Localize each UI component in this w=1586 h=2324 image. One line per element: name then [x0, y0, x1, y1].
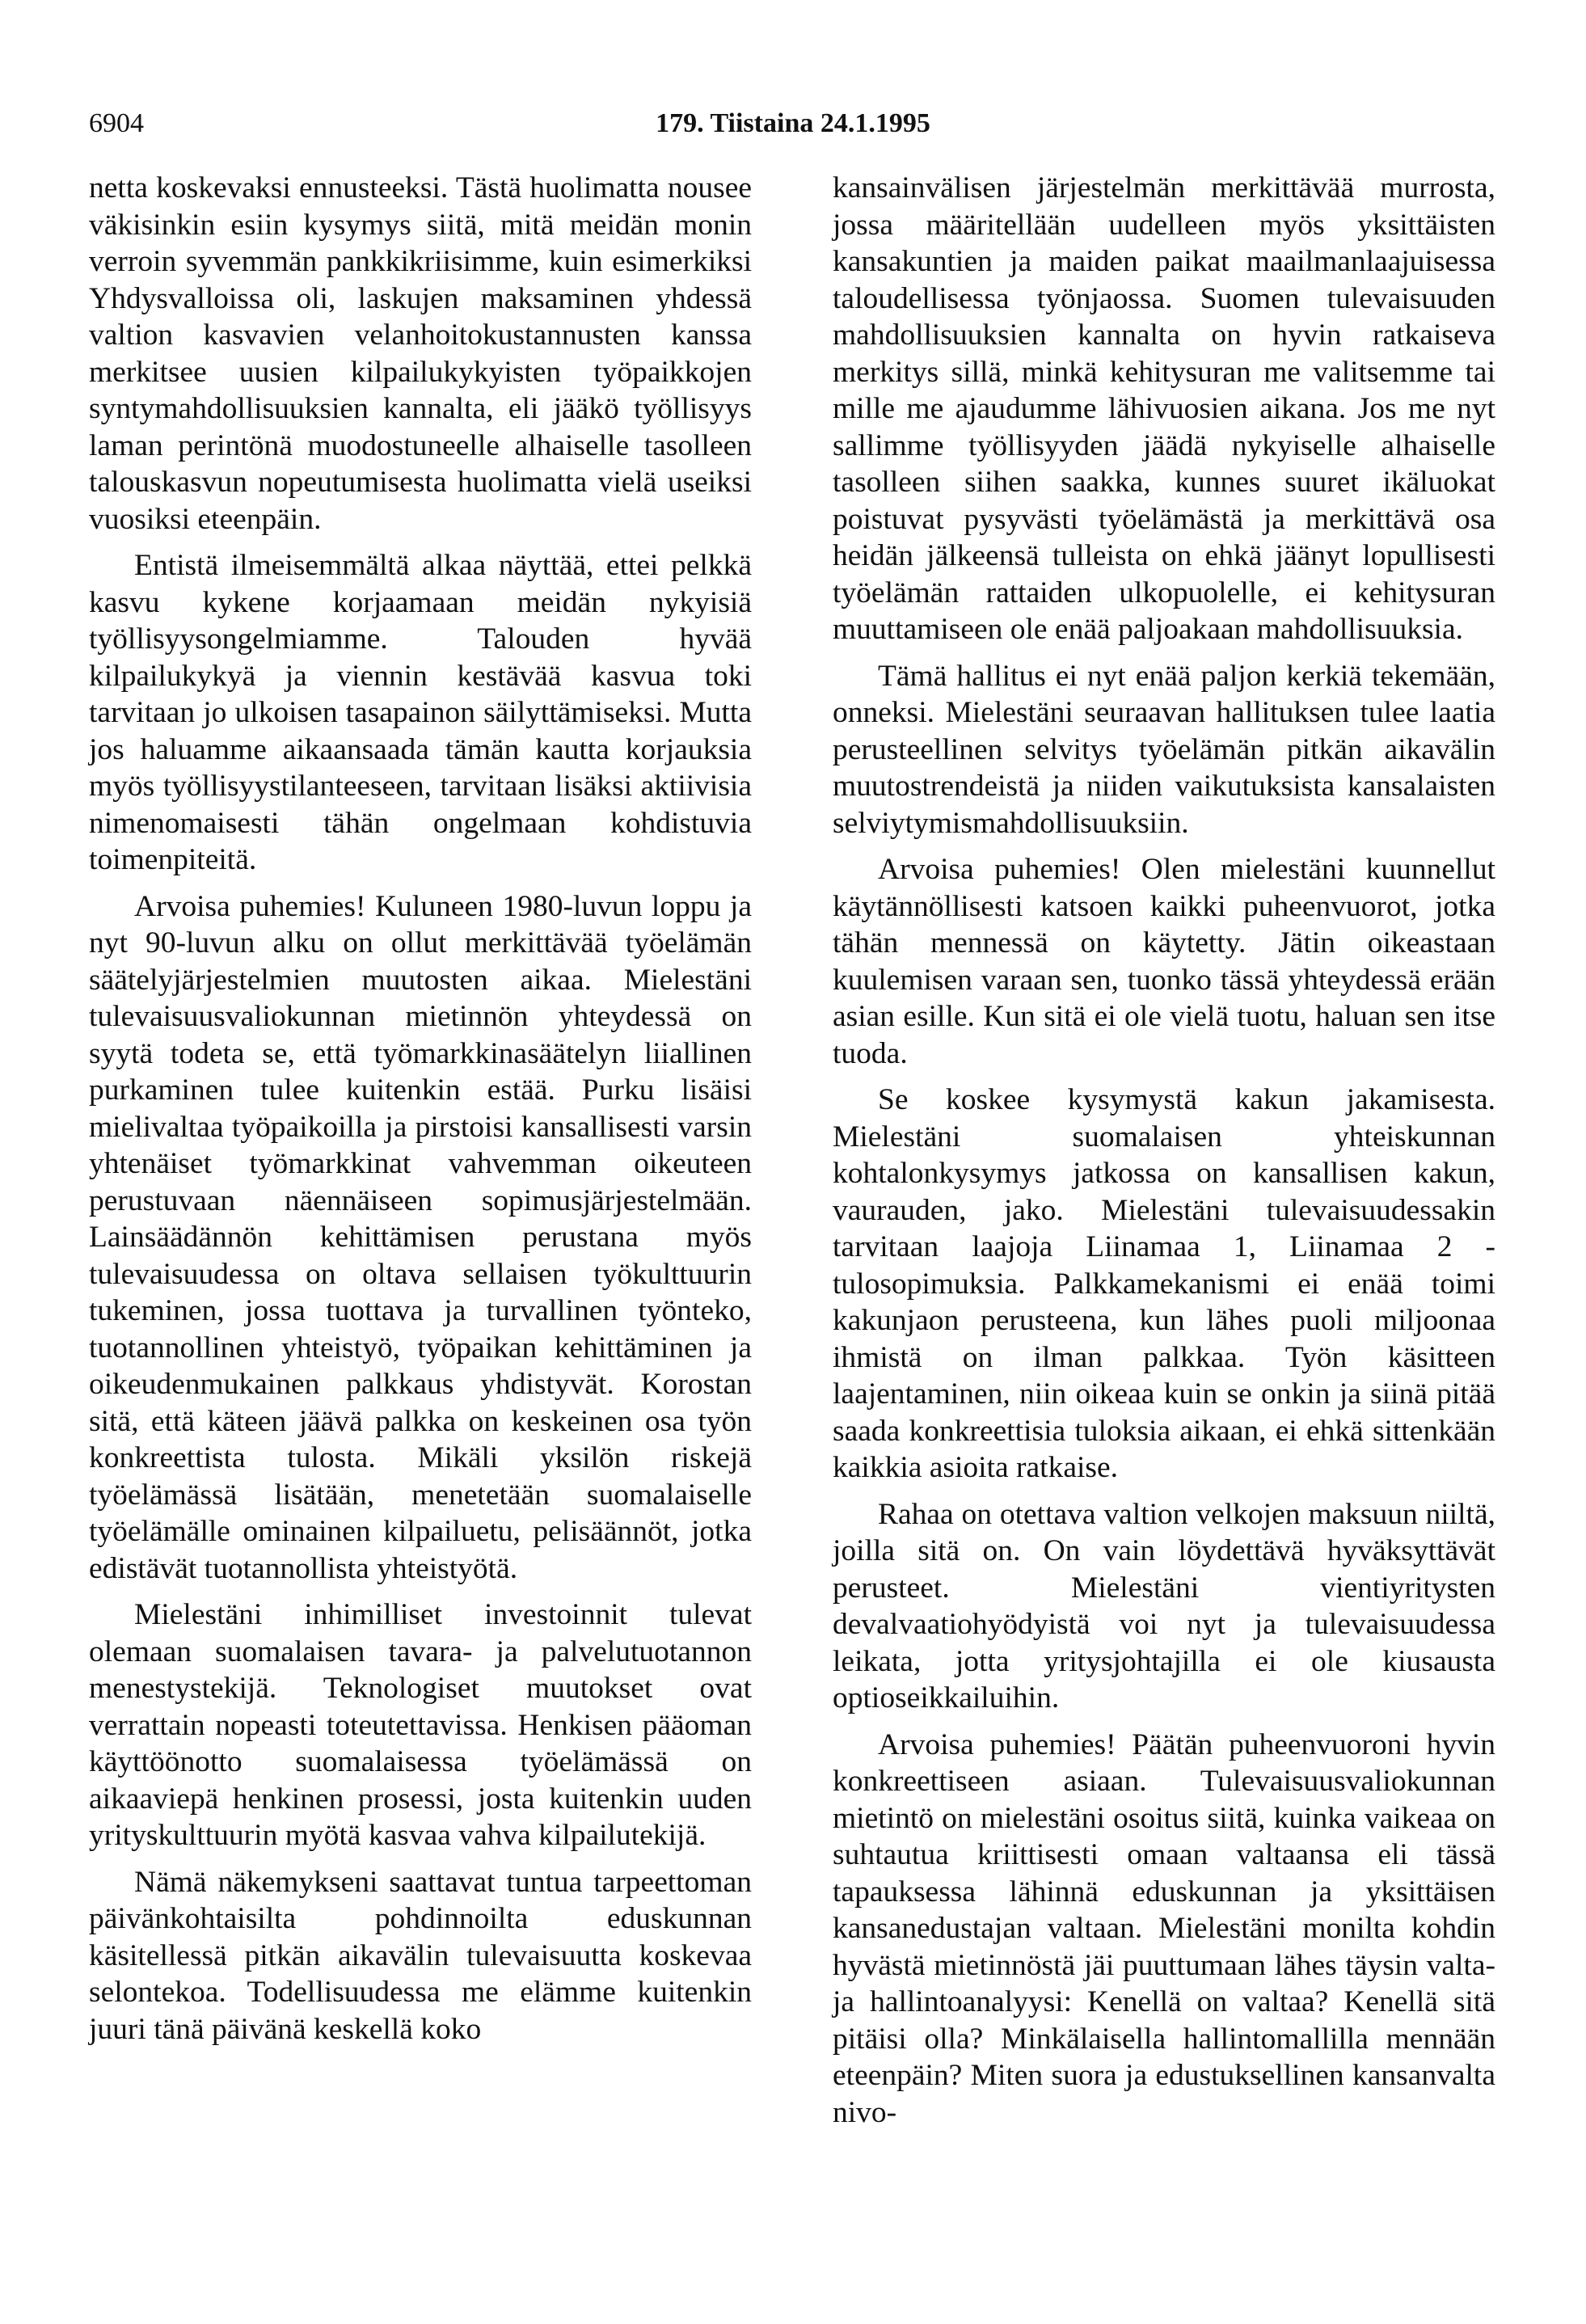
paragraph: Arvoisa puhemies! Olen mielestäni kuunnellut käytännöllisesti katsoen kaikki puheenvuorot, jotka tähän mennessä on käytetty. Jätin oikeastaan kuulemisen varaan sen, tuonko tässä yhteydessä erään asian esille. Kun sitä ei ole vielä tuotu, haluan sen itse tuoda. — [833, 853, 1495, 1070]
paragraph: netta koskevaksi ennusteeksi. Tästä huolimatta nousee väkisinkin esiin kysymys siitä, mitä meidän monin verroin syvemmän pankkikriisimme, kuin esimerkiksi Yhdysvalloissa oli, laskujen maksaminen yhdessä valtion kasvavien velanhoitokustannusten kanssa merkitsee uusien kilpailukykyisten työpaikkojen syntymahdollisuuksien kannalta, eli jääkö työllisyys laman perintönä muodostuneelle alhaiselle tasolleen talouskasvun nopeutumisesta huolimatta vielä useiksi vuosiksi eteenpäin. — [89, 171, 752, 536]
running-title: 179. Tiistaina 24.1.1995 — [656, 108, 930, 138]
page-number: 6904 — [89, 108, 144, 138]
paragraph: Arvoisa puhemies! Päätän puheenvuoroni hyvin konkreettiseen asiaan. Tulevaisuusvaliokunnan mietintö on mielestäni osoitus siitä, kuinka vaikeaa on suhtautua kriittisesti omaan valtaansa eli tässä tapauksessa lähinnä eduskunnan ja yksittäisen kansanedustajan valtaan. Mielestäni monilta kohdin hyvästä mietinnöstä jäi puuttumaan lähes täysin valta- ja hallintoanalyysi: Kenellä on valtaa? Kenellä sitä pitäisi olla? Minkälaisella hallintomallilla mennään eteenpäin? Miten suora ja edustuksellinen kansanvalta nivo- — [833, 1727, 1495, 2129]
page-header — [89, 103, 1497, 144]
left-column — [89, 170, 752, 2057]
paragraph: Mielestäni inhimilliset investoinnit tulevat olemaan suomalaisen tavara- ja palvelutuotannon menestystekijä. Teknologiset muutokset ovat verrattain nopeasti toteutettavissa. Henkisen pääoman käyttöönotto suomalaisessa työelämässä on aikaaviepä henkinen prosessi, josta kuitenkin uuden yrityskulttuurin myötä kasvaa vahva kilpailutekijä. — [89, 1598, 752, 1852]
paragraph: Entistä ilmeisemmältä alkaa näyttää, ettei pelkkä kasvu kykene korjaamaan meidän nykyisiä työllisyysongelmiamme. Talouden hyvää kilpailukykyä ja viennin kestävää kasvua toki tarvitaan jo ulkoisen tasapainon säilyttämiseksi. Mutta jos haluamme aikaansaada tämän kautta korjauksia myös työllisyystilanteeseen, tarvitaan lisäksi aktiivisia nimenomaisesti tähän ongelmaan kohdistuvia toimenpiteitä. — [89, 549, 752, 876]
paragraph: kansainvälisen järjestelmän merkittävää murrosta, jossa määritellään uudelleen myös yksittäisten kansakuntien ja maiden paikat maailmanlaajuisessa taloudellisessa työnjaossa. Suomen tulevaisuuden mahdollisuuksien kannalta on hyvin ratkaiseva merkitys sillä, minkä kehitysuran me valitsemme tai mille me ajaudumme lähivuosien aikana. Jos me nyt sallimme työllisyyden jäädä nykyiselle alhaiselle tasolleen siihen saakka, kunnes suuret ikäluokat poistuvat pysyvästi työelämästä ja merkittävä osa heidän jälkeensä tulleista on ehkä jäänyt lopullisesti työelämän rattaiden ulkopuolelle, ei kehitysuran muuttamiseen ole enää paljoakaan mahdollisuuksia. — [833, 171, 1495, 646]
paragraph: Nämä näkemykseni saattavat tuntua tarpeettoman päivänkohtaisilta pohdinnoilta eduskunnan käsitellessä pitkän aikavälin tulevaisuutta koskevaa selontekoa. Todellisuudessa me elämme kuitenkin juuri tänä päivänä keskellä koko — [89, 1865, 752, 2046]
paragraph: Rahaa on otettava valtion velkojen maksuun niiltä, joilla sitä on. On vain löydettävä hyväksyttävät perusteet. Mielestäni vientiyritysten devalvaatiohyödyistä voi nyt ja tulevaisuudessa leikata, jotta yritysjohtajilla ei ole kiusausta optioseikkailuihin. — [833, 1497, 1495, 1715]
paragraph: Tämä hallitus ei nyt enää paljon kerkiä tekemään, onneksi. Mielestäni seuraavan hallituksen tulee laatia perusteellinen selvitys työelämän pitkän aikavälin muutostrendeistä ja niiden vaikutuksista kansalaisten selviytymismahdollisuuksiin. — [833, 659, 1495, 840]
paragraph: Se koskee kysymystä kakun jakamisesta. Mielestäni suomalaisen yhteiskunnan kohtalonkysymys jatkossa on kansallisen kakun, vaurauden, jako. Mielestäni tulevaisuudessakin tarvitaan laajoja Liinamaa 1, Liinamaa 2 -tulosopimuksia. Palkkamekanismi ei enää toimi kakunjaon perusteena, kun lähes puoli miljoonaa ihmistä on ilman palkkaa. Työn käsitteen laajentaminen, niin oikeaa kuin se onkin ja siinä pitää saada konkreettisia tuloksia aikaan, ei ehkä sittenkään kaikkia asioita ratkaise. — [833, 1083, 1495, 1484]
right-column — [833, 170, 1495, 2141]
paragraph: Arvoisa puhemies! Kuluneen 1980-luvun loppu ja nyt 90-luvun alku on ollut merkittävää työelämän säätelyjärjestelmien muutosten aikaa. Mielestäni tulevaisuusvaliokunnan mietinnön yhteydessä on syytä todeta se, että työmarkkinasäätelyn liiallinen purkaminen tulee kuitenkin estää. Purku lisäisi mielivaltaa työpaikoilla ja pirstoisi kansallisesti varsin yhtenäiset työmarkkinat vahvemman oikeuteen perustuvaan näennäiseen sopimusjärjestelmään. Lainsäädännön kehittämisen perustana myös tulevaisuudessa on oltava sellaisen työkulttuurin tukeminen, jossa tuottava ja turvallinen työnteko, tuotannollinen yhteistyö, työpaikan kehittäminen ja oikeudenmukainen palkkaus yhdistyvät. Korostan sitä, että käteen jäävä palkka on keskeinen osa työn konkreettista tulosta. Mikäli yksilön riskejä työelämässä lisätään, menetetään suomalaiselle työelämälle ominainen kilpailuetu, pelisäännöt, jotka edistävät tuotannollista yhteistyötä. — [89, 889, 752, 1585]
